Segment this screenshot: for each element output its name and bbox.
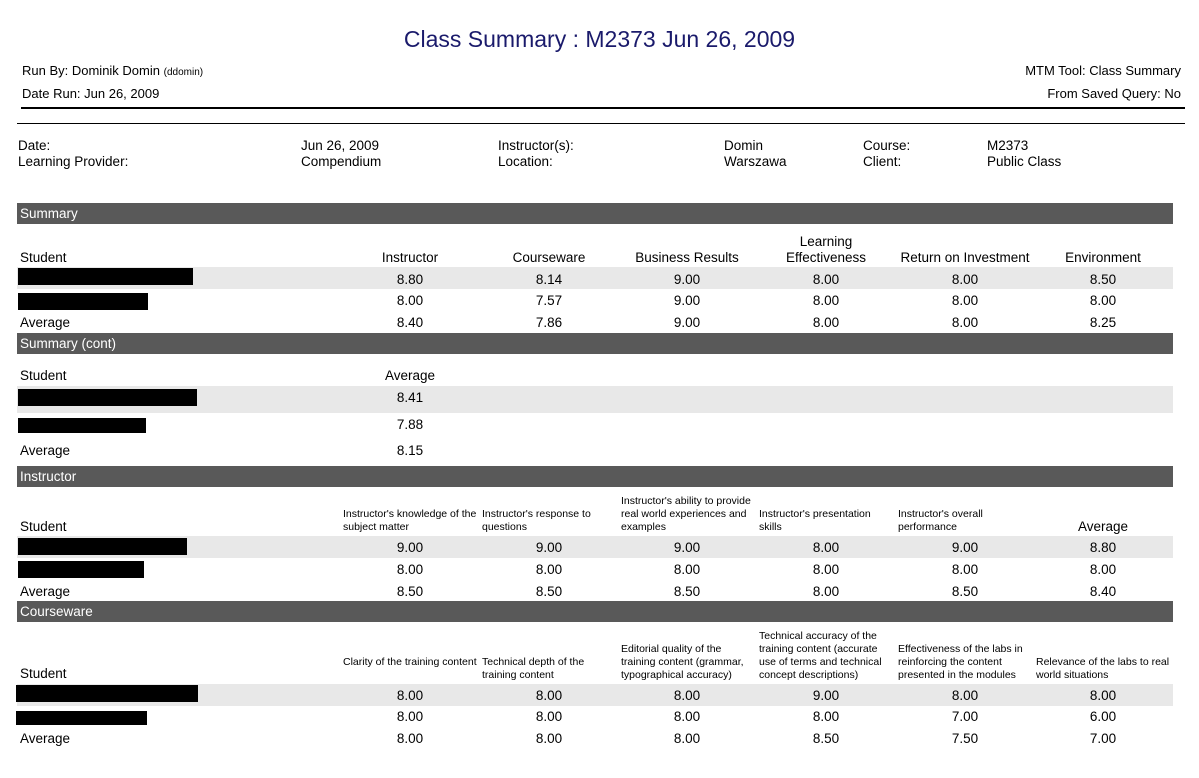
table-cell: 8.80: [396, 272, 424, 287]
table-cell: 8.40: [1089, 584, 1117, 599]
average-label: Average: [20, 315, 71, 330]
instructor-col-header: Instructor's knowledge of the subject matter: [343, 508, 477, 533]
course-label: Course:: [863, 138, 911, 153]
section-summary: Summary: [17, 203, 1173, 224]
redacted-student-name: [18, 561, 144, 578]
table-cell: 8.00: [673, 688, 701, 703]
section-instructor: Instructor: [17, 466, 1173, 487]
table-cell: 7.50: [951, 731, 979, 746]
provider-value: Compendium: [301, 154, 382, 169]
header-divider: [21, 107, 1185, 109]
provider-label: Learning Provider:: [18, 154, 129, 169]
location-value: Warszawa: [724, 154, 787, 169]
page-title: Class Summary : M2373 Jun 26, 2009: [403, 26, 796, 52]
instructor-col-header: Instructor's response to questions: [482, 508, 591, 533]
courseware-col-header: Effectiveness of the labs in reinforcing the content presented in the modules: [898, 643, 1023, 681]
table-cell: 7.88: [396, 417, 424, 432]
course-value: M2373: [987, 138, 1029, 153]
table-cell: 8.00: [396, 709, 424, 724]
table-cell: 9.00: [673, 293, 701, 308]
table-cell: 7.00: [1089, 731, 1117, 746]
table-cell: 8.00: [951, 315, 979, 330]
summary-cont-student-header: Student: [20, 368, 67, 383]
section-summary-cont: Summary (cont): [17, 333, 1173, 354]
table-cell: 8.15: [396, 443, 424, 458]
table-cell: 8.50: [396, 584, 424, 599]
table-cell: 7.86: [535, 315, 563, 330]
redacted-student-name: [16, 711, 147, 725]
table-cell: 8.41: [396, 390, 424, 405]
instructor-student-header: Student: [20, 519, 67, 534]
redacted-student-name: [16, 685, 198, 702]
average-label: Average: [20, 731, 71, 746]
section-courseware: Courseware: [17, 601, 1173, 622]
table-cell: 9.00: [673, 272, 701, 287]
table-cell: 8.00: [951, 688, 979, 703]
table-cell: 8.00: [673, 731, 701, 746]
location-label: Location:: [498, 154, 553, 169]
summary-col-header: Environment: [1065, 250, 1141, 265]
table-cell: 8.00: [812, 272, 840, 287]
average-label: Average: [20, 443, 71, 458]
summary-col-header: Instructor: [381, 250, 439, 265]
courseware-col-header: Technical depth of the training content: [482, 656, 585, 681]
redacted-student-name: [18, 268, 193, 285]
courseware-col-header: Clarity of the training content: [343, 656, 477, 668]
table-cell: 8.00: [535, 709, 563, 724]
instructor-value: Domin: [724, 138, 764, 153]
table-cell: 8.00: [535, 562, 563, 577]
table-cell: 8.00: [812, 315, 840, 330]
summary-student-header: Student: [20, 250, 67, 265]
table-cell: 7.57: [535, 293, 563, 308]
table-cell: 8.00: [812, 293, 840, 308]
table-cell: 8.00: [1089, 293, 1117, 308]
table-cell: 8.00: [812, 709, 840, 724]
header-divider-thin: [17, 123, 1185, 124]
average-label: Average: [20, 584, 71, 599]
summary-col-header: Business Results: [635, 250, 739, 265]
client-value: Public Class: [987, 154, 1062, 169]
table-cell: 8.00: [951, 293, 979, 308]
date-label: Date:: [18, 138, 51, 153]
table-cell: 7.00: [951, 709, 979, 724]
table-cell: 8.00: [535, 731, 563, 746]
summary-col-header: Return on Investment: [900, 250, 1030, 265]
table-cell: 8.50: [1089, 272, 1117, 287]
tool-name: MTM Tool: Class Summary: [1025, 63, 1181, 78]
date-value: Jun 26, 2009: [301, 138, 380, 153]
instructor-col-header: Average: [1077, 519, 1129, 534]
courseware-student-header: Student: [20, 666, 67, 681]
run-by: [22, 63, 203, 78]
instructor-label: Instructor(s):: [498, 138, 574, 153]
redacted-student-name: [18, 538, 187, 555]
table-cell: 8.00: [1089, 562, 1117, 577]
table-cell: 8.00: [396, 731, 424, 746]
summary-cont-col-header: Average: [384, 368, 436, 383]
run-by-name: Run By: Dominik Domin: [22, 63, 160, 78]
table-cell: 8.80: [1089, 540, 1117, 555]
summary-col-header: Learning Effectiveness: [785, 234, 867, 265]
table-cell: 8.50: [673, 584, 701, 599]
table-cell: 8.00: [396, 688, 424, 703]
table-cell: 8.00: [1089, 688, 1117, 703]
table-cell: 8.50: [812, 731, 840, 746]
courseware-col-header: Editorial quality of the training content (grammar, typographical accuracy): [621, 643, 744, 681]
summary-col-header: Courseware: [512, 250, 586, 265]
date-run: Date Run: Jun 26, 2009: [22, 86, 160, 101]
table-cell: 8.40: [396, 315, 424, 330]
table-cell: 9.00: [673, 540, 701, 555]
table-cell: 8.50: [951, 584, 979, 599]
courseware-col-header: Technical accuracy of the training content (accurate use of terms and technical concept descriptions): [759, 630, 882, 681]
table-cell: 9.00: [396, 540, 424, 555]
table-cell: 8.00: [812, 540, 840, 555]
redacted-student-name: [18, 418, 146, 433]
table-cell: 9.00: [812, 688, 840, 703]
saved-query: From Saved Query: No: [1047, 86, 1181, 101]
instructor-col-header: Instructor's overall performance: [898, 508, 983, 533]
redacted-student-name: [18, 389, 197, 406]
table-cell: 8.00: [951, 272, 979, 287]
redacted-student-name: [18, 293, 148, 310]
table-cell: 6.00: [1089, 709, 1117, 724]
table-cell: 8.00: [396, 562, 424, 577]
table-cell: 8.00: [673, 562, 701, 577]
table-cell: 9.00: [951, 540, 979, 555]
table-cell: 8.00: [673, 709, 701, 724]
run-by-user: (ddomin): [163, 67, 204, 78]
table-cell: 8.00: [396, 293, 424, 308]
table-cell: 8.00: [812, 562, 840, 577]
table-cell: 8.14: [535, 272, 563, 287]
table-cell: 8.00: [535, 688, 563, 703]
table-cell: 9.00: [673, 315, 701, 330]
table-cell: 8.50: [535, 584, 563, 599]
instructor-col-header: Instructor's presentation skills: [759, 508, 871, 533]
instructor-col-header: Instructor's ability to provide real world experiences and examples: [621, 495, 751, 533]
table-cell: 8.00: [812, 584, 840, 599]
courseware-col-header: Relevance of the labs to real world situations: [1036, 656, 1170, 681]
client-label: Client:: [863, 154, 902, 169]
table-cell: 8.00: [951, 562, 979, 577]
table-cell: 8.25: [1089, 315, 1117, 330]
table-cell: 9.00: [535, 540, 563, 555]
